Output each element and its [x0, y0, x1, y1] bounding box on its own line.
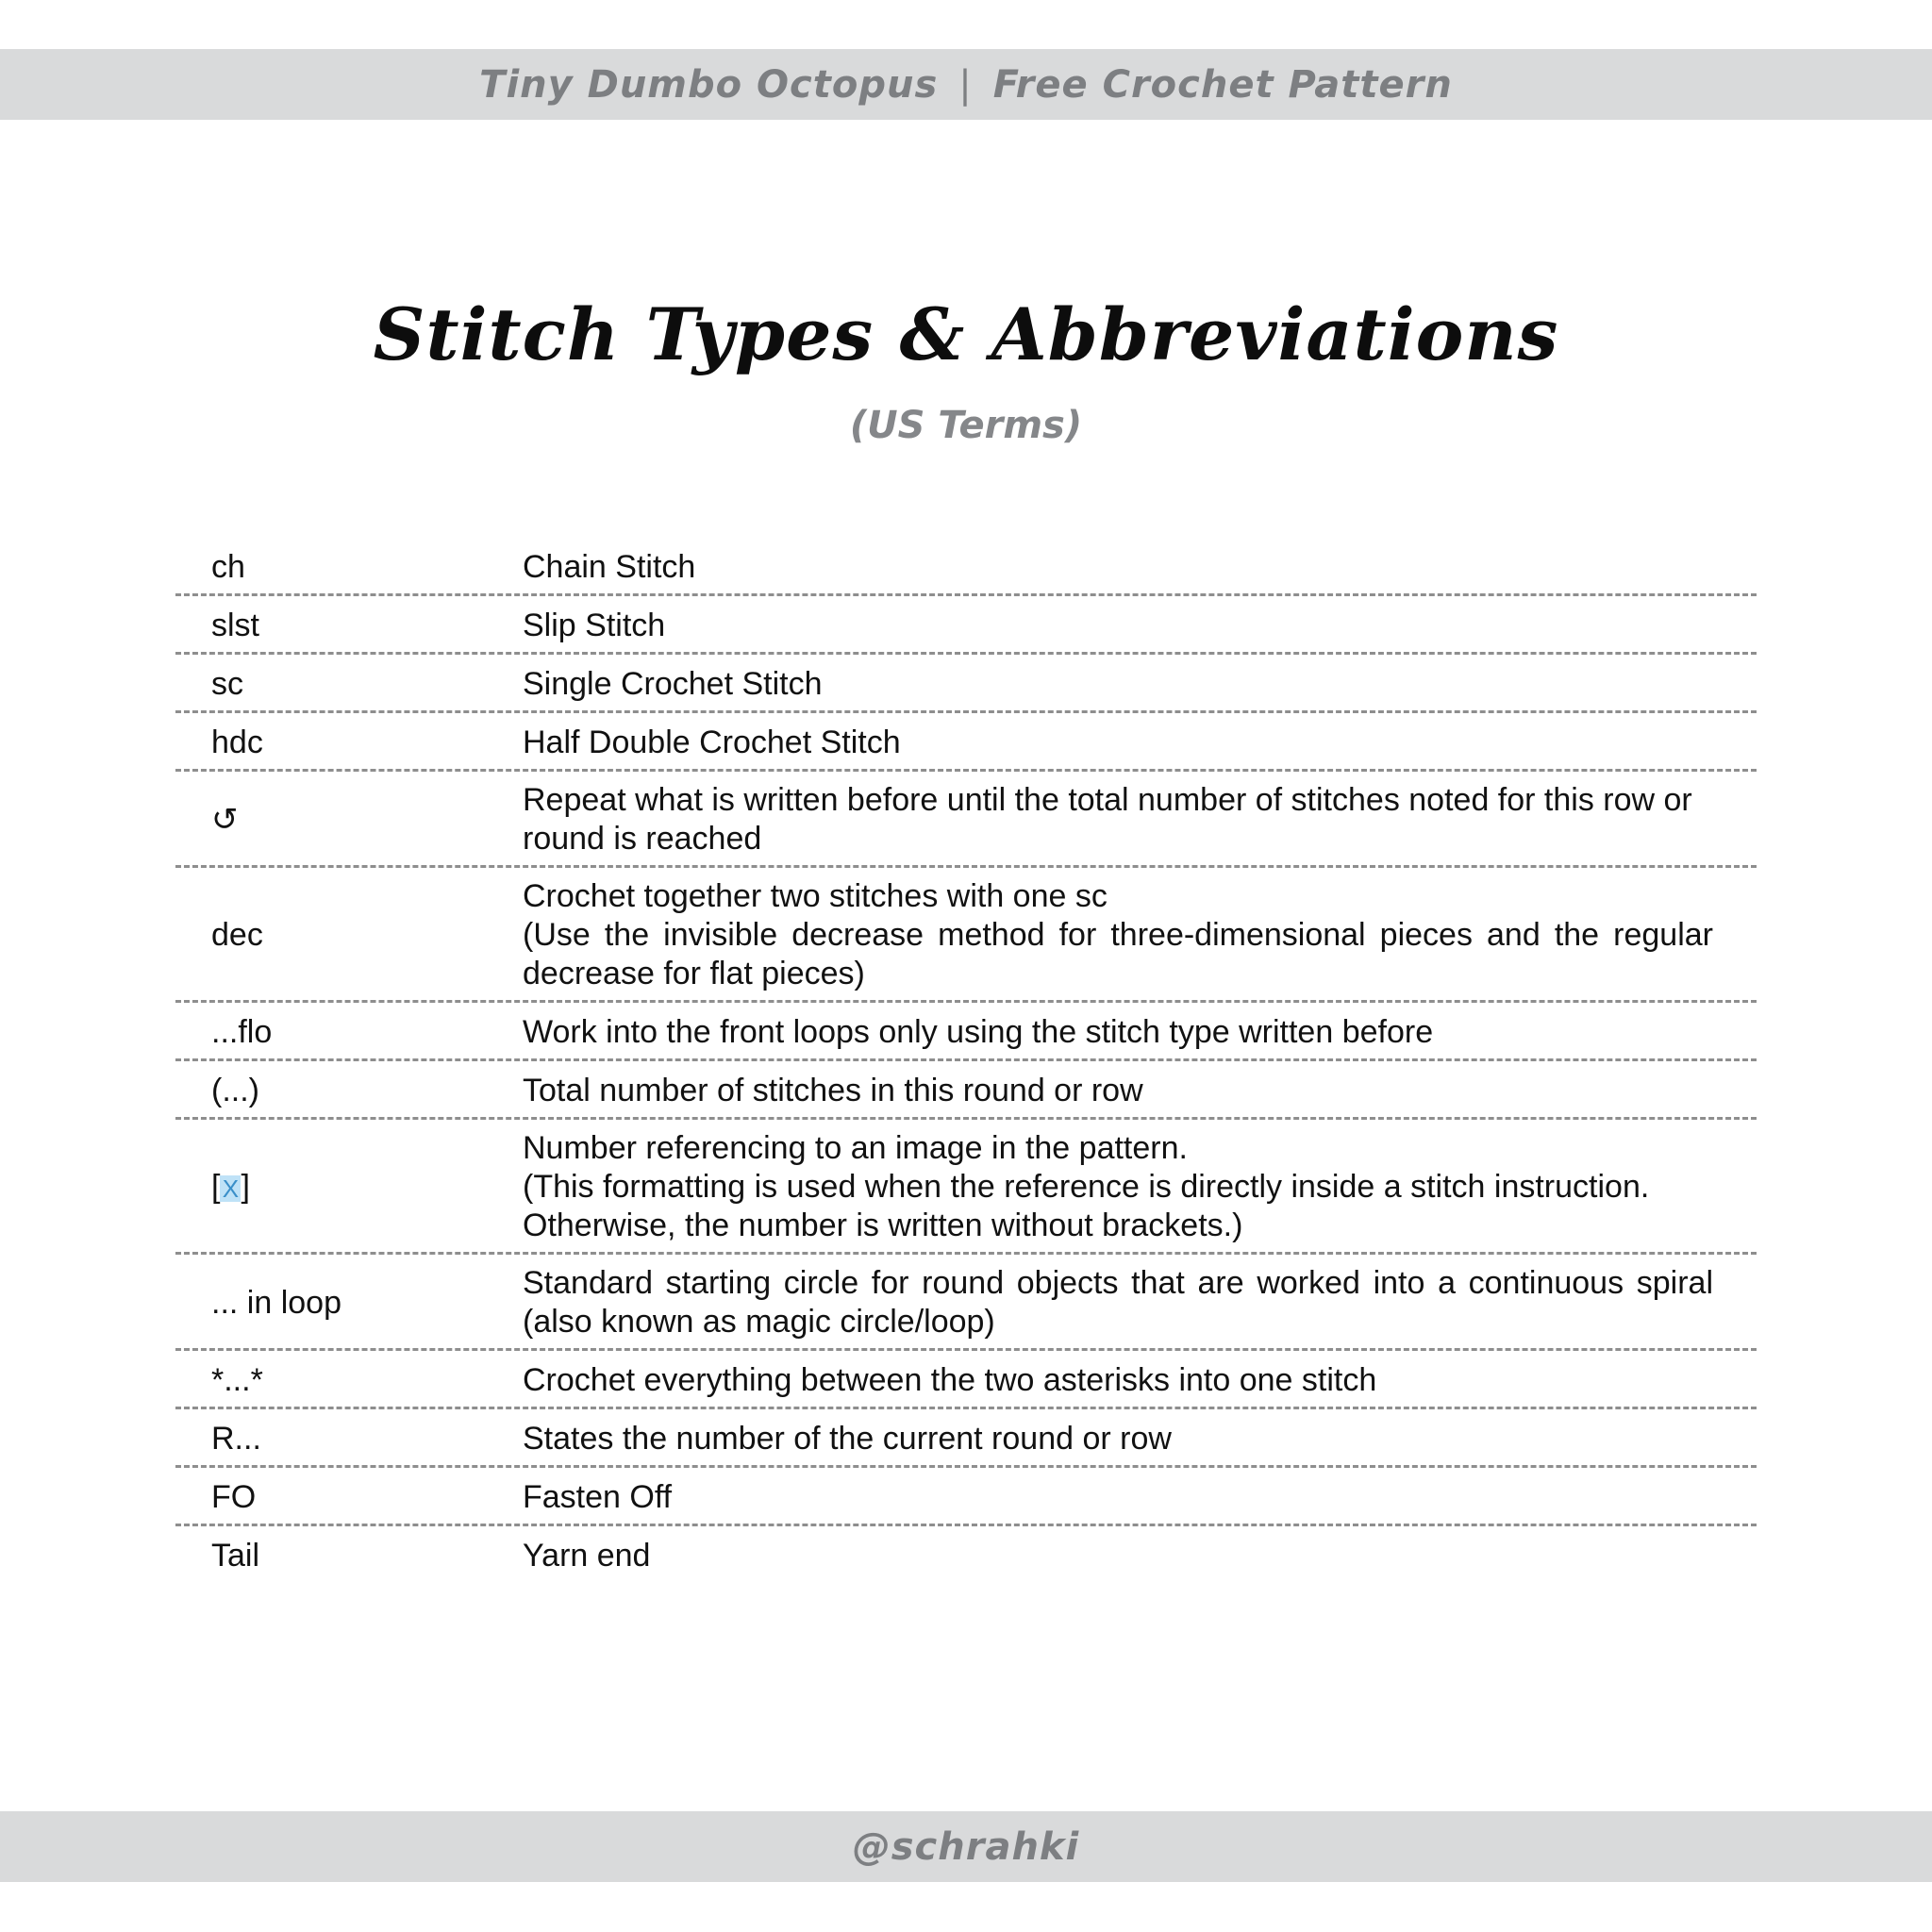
description-line: Total number of stitches in this round or row [523, 1072, 1143, 1108]
description [523, 656, 1713, 713]
abbreviation: hdc [211, 724, 263, 760]
description-line: Work into the front loops only using the stitch type written before [523, 1013, 1434, 1050]
abbreviation: R... [211, 1420, 261, 1457]
description [523, 597, 1713, 655]
description [523, 1120, 1713, 1255]
description-line: Yarn end [523, 1537, 651, 1574]
abbreviation: ... in loop [211, 1284, 341, 1321]
header-pattern-name: Tiny Dumbo Octopus [479, 62, 939, 107]
description [523, 1062, 1713, 1120]
description [523, 1527, 1713, 1585]
abbreviation: Tail [211, 1537, 260, 1574]
description-line: Half Double Crochet Stitch [523, 724, 901, 760]
table-row [175, 1061, 1757, 1120]
header-band [0, 49, 1932, 120]
abbreviation: slst [211, 607, 259, 643]
table-row [175, 1526, 1757, 1585]
description-line: Single Crochet Stitch [523, 665, 823, 702]
table-row [175, 1468, 1757, 1526]
description [523, 1004, 1713, 1061]
bracket-open: [ [211, 1169, 221, 1205]
abbreviation: ...flo [211, 1013, 273, 1050]
table-row [175, 868, 1757, 1003]
description-line: Chain Stitch [523, 548, 696, 585]
image-number-placeholder-icon: X [220, 1175, 241, 1202]
table-row [175, 1351, 1757, 1409]
header-pattern-type: Free Crochet Pattern [992, 62, 1453, 107]
description-line: States the number of the current round or row [523, 1420, 1172, 1457]
description-line: Standard starting circle for round objects that are worked into a continuous spiral (also known as magic circle/loop) [523, 1265, 1713, 1340]
description [523, 1469, 1713, 1526]
description-line: Fasten Off [523, 1478, 673, 1515]
description [523, 1410, 1713, 1468]
footer-handle: @schrahki [852, 1824, 1080, 1869]
description [523, 1352, 1713, 1409]
page-subtitle: (US Terms) [849, 404, 1083, 447]
description [523, 868, 1713, 1003]
table-row [175, 1409, 1757, 1468]
description-line: Number referencing to an image in the pattern. [523, 1130, 1188, 1166]
description [523, 772, 1713, 868]
table-row [175, 1003, 1757, 1061]
description [523, 539, 1713, 596]
abbreviations-table [175, 538, 1757, 1585]
table-row [175, 713, 1757, 772]
description-line: Repeat what is written before until the total number of stitches noted for this row or round is reached [523, 782, 1692, 857]
page-title: Stitch Types & Abbreviations [373, 292, 1559, 376]
abbreviation: sc [211, 665, 243, 702]
footer-band [0, 1811, 1932, 1882]
abbreviation: dec [211, 917, 263, 953]
header-separator: | [958, 62, 973, 107]
bracket-close: ] [241, 1169, 250, 1205]
description-line: Crochet everything between the two asterisks into one stitch [523, 1361, 1377, 1398]
abbreviation: FO [211, 1478, 257, 1515]
description [523, 714, 1713, 772]
description-line: Crochet together two stitches with one sc [523, 878, 1108, 914]
abbreviation: ch [211, 548, 245, 585]
table-row [175, 538, 1757, 596]
abbreviation: (...) [211, 1072, 259, 1108]
table-row [175, 1120, 1757, 1255]
table-row [175, 1255, 1757, 1351]
description-line: Slip Stitch [523, 607, 666, 643]
description-line: (Use the invisible decrease method for three-dimensional pieces and the regular decrease for flat pieces) [523, 917, 1713, 991]
description-line: (This formatting is used when the reference is directly inside a stitch instruction. Otherwise, the number is written without brackets.) [523, 1169, 1650, 1243]
repeat-icon: ↺ [211, 801, 239, 838]
table-row [175, 596, 1757, 655]
table-row [175, 772, 1757, 868]
description [523, 1255, 1713, 1351]
table-row [175, 655, 1757, 713]
abbreviation: *...* [211, 1361, 263, 1398]
abbreviation [175, 1168, 523, 1207]
